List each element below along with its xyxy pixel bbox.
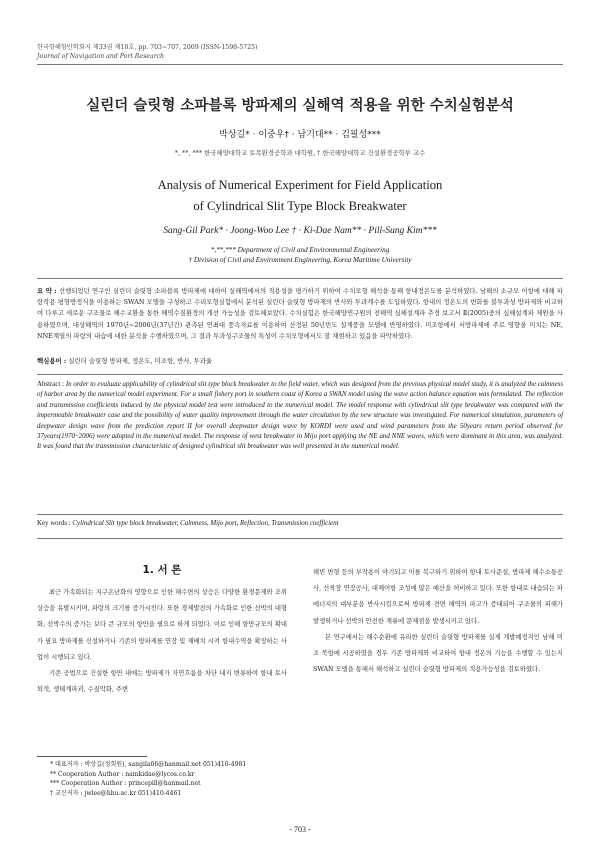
abstract-english xyxy=(37,380,563,453)
abstract-english-text: In order to evaluate applicability of cylindrical slit type block breakwater to the field water, which was designed from the previous physical model study, it is analyzed the calmness of harbor area by the numerical model experiment. For a small fishery port in southern coast of Korea a SWAN model using the wave action balance equation was formulated. The reflection and transmission coefficients induced by the physical model test were introduced to the numerical model. The model response with cylindrical slit type breakwater was compared with the impermeable breakwater case and the possibility of water quality improvement through the water circulation by the new structure was investigated. For numerical simulation, parameters of deepwater design wave from the prediction report II for overall deepwater design wave by KORDI were used and wind parameters from the 50years return period observed for 37years(1970~2006) were adopted in the numerical model. The response of west breakwater in Mijo port applying the NE and NNE waves, which were dominant in this area, was analyzed. It was found that the transmission characteristic of designed cylindrical slit breakwater was well presented in the numerical model. xyxy=(37,381,563,451)
header-rule xyxy=(37,64,563,65)
abstract-en-top-rule xyxy=(37,374,563,375)
body-column-right xyxy=(313,565,563,678)
body-paragraph: 기존 공법으로 건설한 항만 내에는 방파제가 자연흐름을 차단 내지 변류하여 항내 토사퇴적, 생태계파괴, 수질악화, 주변 xyxy=(37,670,287,694)
title-english xyxy=(0,175,600,217)
journal-name: Journal of Navigation and Port Research xyxy=(37,52,165,60)
keywords-korean-label: 핵심용어 : xyxy=(37,357,67,365)
page-number: - 703 - xyxy=(289,825,311,834)
authors-korean: 박상길* · 이중우† · 남기대** · 김필성*** xyxy=(219,130,381,140)
affiliation-english-line1: *,**,*** Department of Civil and Environmental Engineering xyxy=(210,246,390,254)
affiliation-korean: *, **, *** 한국해양대학교 토목환경공학과 대학원, † 한국해양대학교 건설환경공학부 교수 xyxy=(174,149,426,157)
authors-english: Sang-Gil Park* · Joong-Woo Lee † · Ki-Dae Nam** · Pill-Sung Kim*** xyxy=(163,226,437,236)
body-top-rule xyxy=(37,538,563,539)
footnote-rule xyxy=(37,756,147,757)
keywords-korean xyxy=(37,356,563,365)
affiliation-english-line2: † Division of Civil and Environment Engineering, Korea Maritime University xyxy=(188,256,412,264)
journal-header xyxy=(37,44,257,61)
abstract-korean xyxy=(37,286,563,342)
keywords-english-label: Key words : xyxy=(37,520,71,527)
keywords-top-rule xyxy=(37,514,563,515)
footnote-item: *** Cooperation Author : princepill@hanmail.net xyxy=(50,780,201,788)
footnote-item: * 대표저자 : 박상길(정회원), sangila06@hanmail.net 051)410-4981 xyxy=(50,761,247,768)
footnotes xyxy=(50,760,290,798)
title-korean: 실린더 슬릿형 소파블록 방파제의 실해역 적용을 위한 수치실험분석 xyxy=(86,98,514,114)
keywords-english xyxy=(37,520,563,527)
keywords-korean-text: 실린더 슬릿형 방파제, 정온도, 미조항, 반사, 투과율 xyxy=(68,357,213,365)
body-paragraph: 본 연구에서는 해수순환에 유리한 실린더 슬릿형 방파제를 실제 개발예정지인 남해 미조 북항에 시공하였을 경우 기존 방파제와 비교하여 항내 정온의 기능을 수행할 수 있는지 SWAN 모델을 통해서 해석하고 실린더 슬릿형 방파제의 적용가능성을 검토하였다. xyxy=(313,633,563,674)
footnote-item: ** Cooperation Author : namkidae@lycos.co.kr xyxy=(50,770,195,778)
title-english-line1: Analysis of Numerical Experiment for Field Application xyxy=(157,178,443,192)
title-english-line2: of Cylindrical Slit Type Block Breakwater xyxy=(193,199,407,213)
body-column-left xyxy=(37,585,287,698)
footnote-item: † 교신저자 : jwlee@hhu.ac.kr 051)410-4461 xyxy=(50,789,182,797)
section-title-introduction: 1. 서 론 xyxy=(142,564,182,576)
affiliation-english xyxy=(0,245,600,265)
abstract-top-rule xyxy=(37,278,563,279)
journal-citation: 한국항해항만학회지 제33권 제10호, pp. 703~707, 2009 (ISSN-1598-5725) xyxy=(37,44,258,51)
body-paragraph: 최근 가속화되는 지구온난화의 영향으로 인한 해수면의 상승은 다양한 환경문제와 조위 상승을 유발시키며, 파랑의 크기를 증가시킨다. 또한 경제발전의 가속화로 인한 선박의 대형화, 선박수의 증가는 보다 큰 규모의 항만을 필요로 하게 되었다. 이로 인해 항만규모의 확대가 필요 방파제를 신설하거나 기존의 방파제를 연장 및 재배치 시켜 항내수역을 확장하는 사업이 시행되고 있다. xyxy=(37,589,287,661)
body-paragraph: 해빈 변형 등의 부작용이 야기되고 이를 복구하기 위하여 항내 토사준설, 방파제 해수소통공사, 선착장 연장공사, 대체어항 조성에 많은 예산을 허비하고 있다. 또한 항내로 내습되는 파에너지의 대부분을 반사시킴으로써 방파제 전면 해역의 파고가 증대되어 구조물의 피해가 발생하거나 선박의 안전한 계류에 문제점을 발생시키고 있다. xyxy=(313,569,563,625)
abstract-korean-text: 선행되었던 연구인 실린더 슬릿형 소파블록 방파제에 대하여 실해역에서의 적용성을 평가하기 위하여 수치모형 해석을 통해 항내정온도를 분석하였다. 남해의 소규모 어항에 대해 파랑작용 평형방정식을 이용하는 SWAN 모델을 구성하고 수리모형실험에서 분석된 실린더 슬릿형 방파제의 반사와 투과계수를 도입하였다. 항내의 정온도의 변화를 불투과성 방파제와 비교하여 다루고 새로운 구조물로 해수교환을 통한 해역수질환경의 개선 가능성을 검토해보았다. 수치실험은 한국해양연구원의 전해역 심해설계파 추정 보고서 Ⅱ(2005)중의 심해설계파 제원을 사용하였으며, 대상해역의 1970년~2006년(37년간) 관측된 연최대 풍속자료를 이용하여 산정된 50년빈도 설계풍을 모델에 반영하였다. 미조항에서 서방파제에 주로 영향을 미치는 NE, NNE계열의 파랑의 내습에 대한 분석을 수행하였으며, 그 결과 투과성구조물의 특성이 수치모형에서도 잘 재현하고 있음을 파악하였다. xyxy=(37,287,563,340)
abstract-english-label: Abstract : xyxy=(37,381,65,388)
abstract-korean-label: 요 약 : xyxy=(37,287,57,295)
keywords-english-text: Cylindrical Slit type block breakwater, Calmness, Mijo port, Reflection, Transmission coefficient xyxy=(72,520,339,527)
